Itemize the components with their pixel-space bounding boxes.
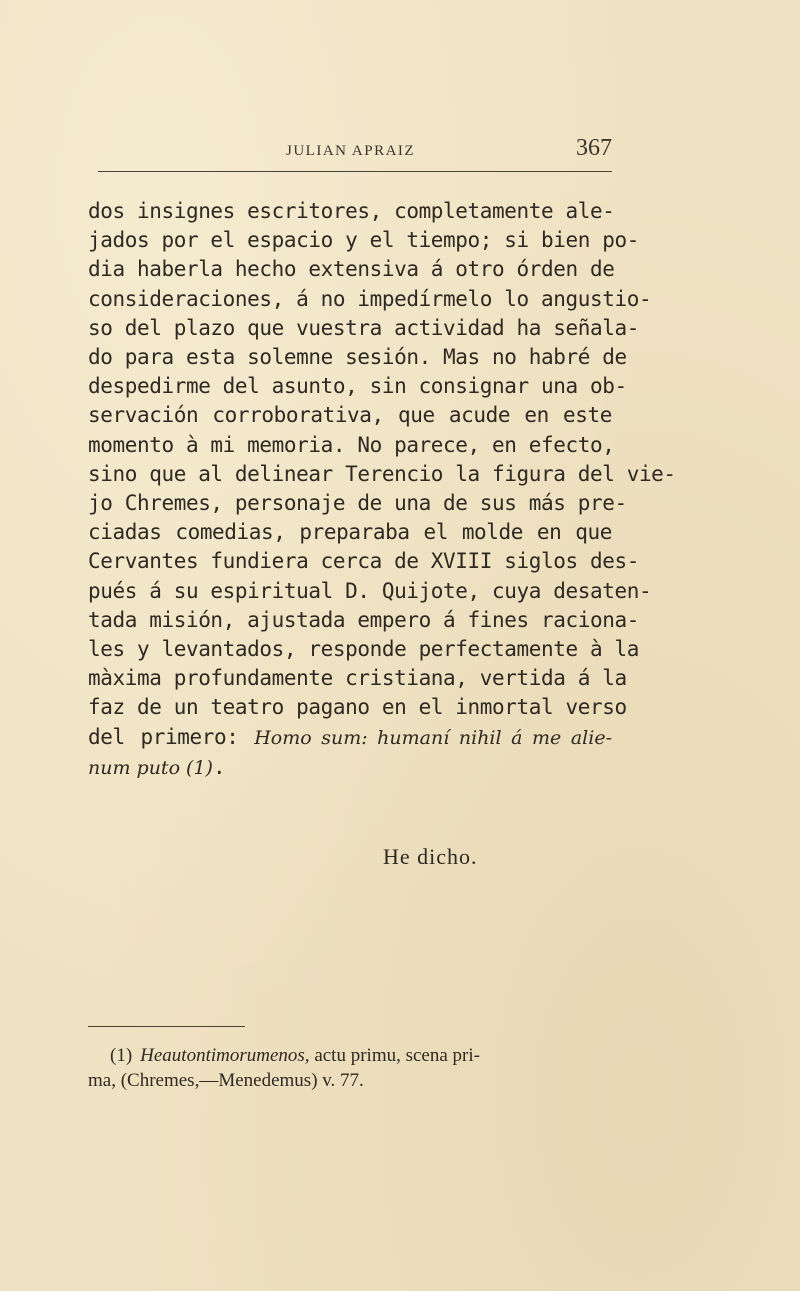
footnote-line — [88, 1043, 620, 1068]
line-prefix: del primero: — [88, 724, 255, 749]
page-number: 367 — [576, 135, 612, 161]
quote-period: . — [212, 754, 226, 779]
text-line-with-quote — [88, 723, 612, 753]
text-line: ciadas comedias, preparaba el molde en que — [88, 520, 612, 545]
footnote-text: actu primu, scena pri- — [309, 1045, 480, 1066]
text-line: jados por el espacio y el tiempo; si bien po- — [88, 228, 639, 253]
text-line: servación corroborativa, que acude en este — [88, 403, 612, 428]
text-line: màxima profundamente cristiana, vertida á la — [88, 666, 627, 691]
footnote — [88, 1043, 620, 1093]
footnote-title: Heautontimorumenos, — [140, 1045, 310, 1066]
footnote-line: ma, (Chremes,—Menedemus) v. 77. — [88, 1070, 364, 1091]
text-line: so del plazo que vuestra actividad ha señala- — [88, 315, 639, 340]
latin-quote-continued: num puto (1) — [88, 756, 213, 779]
text-line: consideraciones, á no impedírmelo lo angustio- — [88, 286, 652, 311]
closing-signoff: He dicho. — [383, 844, 478, 869]
text-line: tada misión, ajustada empero á fines raciona- — [88, 607, 639, 632]
running-title: JULIAN APRAIZ — [286, 143, 416, 159]
text-line: Cervantes fundiera cerca de XVIII siglos des- — [88, 549, 639, 574]
text-line: jo Chremes, personaje de una de sus más pre- — [88, 491, 627, 516]
text-line: les y levantados, responde perfectamente à la — [88, 637, 639, 662]
running-head — [98, 135, 612, 167]
text-line-quote-end — [88, 753, 612, 783]
latin-quote: Homo sum: humaní nihil á me alie- — [254, 726, 612, 749]
text-line: sino que al delinear Terencio la figura del vie- — [88, 461, 676, 486]
text-line: do para esta solemne sesión. Mas no habré de — [88, 345, 627, 370]
text-line: dos insignes escritores, completamente ale- — [88, 199, 615, 223]
text-line: faz de un teatro pagano en el inmortal verso — [88, 695, 627, 720]
footnote-rule — [88, 1026, 245, 1027]
body-paragraph — [88, 197, 676, 783]
footnote-number: (1) — [110, 1045, 133, 1066]
header-rule — [98, 171, 612, 172]
text-line: dia haberla hecho extensiva á otro órden de — [88, 257, 615, 282]
text-line: pués á su espiritual D. Quijote, cuya desaten- — [88, 578, 652, 603]
text-line: despedirme del asunto, sin consignar una ob- — [88, 374, 627, 399]
text-line: momento à mi memoria. No parece, en efecto, — [88, 432, 615, 457]
